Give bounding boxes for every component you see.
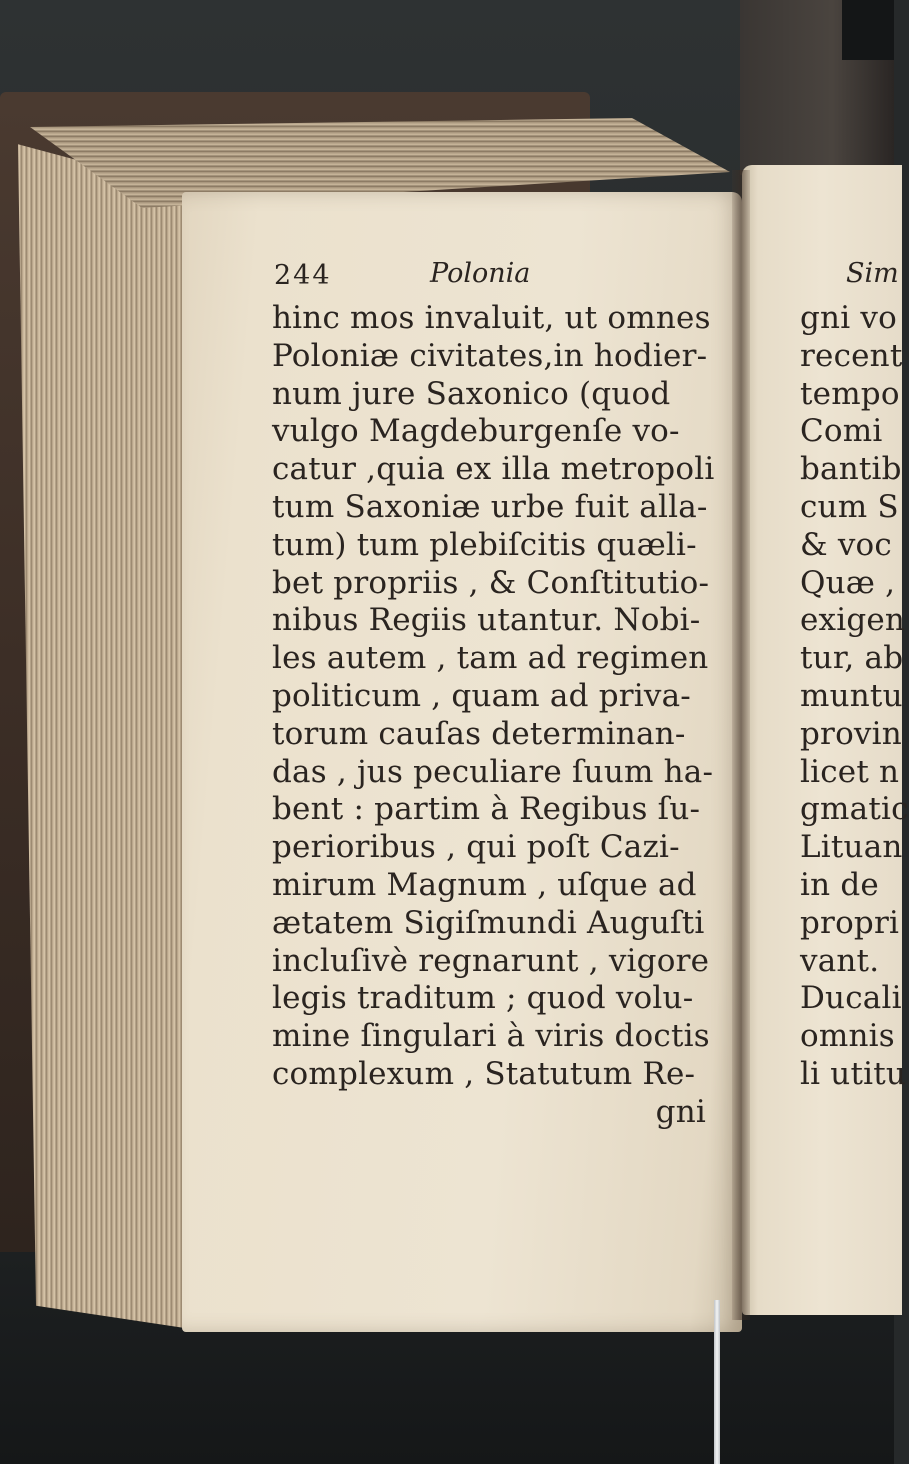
text-line: Lituan [800, 829, 903, 866]
text-line: bet propriis , & Conſtitutio- [272, 564, 710, 601]
page-block-left-edge [18, 120, 198, 1330]
text-line: hinc mos invaluit, ut omnes [272, 300, 711, 336]
text-line: li utitu [800, 1055, 907, 1092]
running-title: Polonia [430, 258, 531, 289]
text-line: catur ,quia ex illa metropoli [272, 451, 715, 488]
text-line: muntu [800, 677, 903, 714]
text-line: bent : partim à Regibus ſu- [272, 791, 701, 828]
text-line: vant. [800, 942, 880, 979]
text-line: omnis [800, 1018, 895, 1055]
text-line: Ducali [800, 980, 902, 1017]
right-page-text [800, 250, 909, 1094]
text-line: incluſivè regnarunt , vigore [272, 942, 710, 979]
text-line: provin [800, 715, 902, 752]
text-line: licet n [800, 753, 900, 790]
text-line: Quæ , [800, 564, 896, 601]
text-line: Poloniæ civitates,in hodier- [272, 337, 708, 374]
book-gutter [732, 170, 750, 1320]
text-line: propri [800, 904, 900, 941]
text-line: tum Saxoniæ urbe fuit alla- [272, 488, 708, 525]
text-line: tempo [800, 375, 900, 412]
text-line: nibus Regiis utantur. Nobi- [272, 602, 701, 639]
bookmark-ribbon [714, 1300, 720, 1464]
text-line: recent [800, 337, 903, 374]
text-line: & voc [800, 526, 892, 563]
text-line: politicum , quam ad priva- [272, 677, 691, 714]
text-line: legis traditum ; quod volu- [272, 980, 694, 1017]
text-line: vulgo Magdeburgenſe vo- [272, 413, 680, 450]
text-line: in de [800, 866, 879, 903]
text-line: les autem , tam ad regimen [272, 640, 709, 677]
text-line: mirum Magnum , uſque ad [272, 866, 697, 903]
running-title-right: Sim [846, 258, 899, 289]
right-running-head [800, 250, 899, 300]
text-line: complexum , Statutum Re- [272, 1055, 696, 1092]
background-shadow [842, 0, 894, 60]
text-line: gmatic [800, 791, 909, 828]
page-number: 244 [274, 260, 332, 291]
text-line: exigen [800, 602, 906, 639]
text-line: perioribus , qui poſt Cazi- [272, 829, 680, 866]
left-running-head [272, 250, 712, 300]
text-line: mine ſingulari à viris doctis [272, 1018, 710, 1055]
text-line: cum S [800, 488, 899, 525]
text-line: gni vo [800, 300, 897, 336]
text-line: tum) tum plebiſcitis quæli- [272, 526, 697, 563]
catchword: gni [655, 1093, 706, 1130]
text-line: torum cauſas determinan- [272, 715, 686, 752]
left-page-text [272, 250, 715, 1132]
text-line: num jure Saxonico (quod [272, 375, 671, 412]
text-line: bantib [800, 451, 902, 488]
text-line: Comi [800, 413, 883, 450]
text-line: das , jus peculiare ſuum ha- [272, 753, 714, 790]
text-line: ætatem Sigiſmundi Auguſti [272, 904, 705, 941]
text-line: tur, ab [800, 640, 904, 677]
